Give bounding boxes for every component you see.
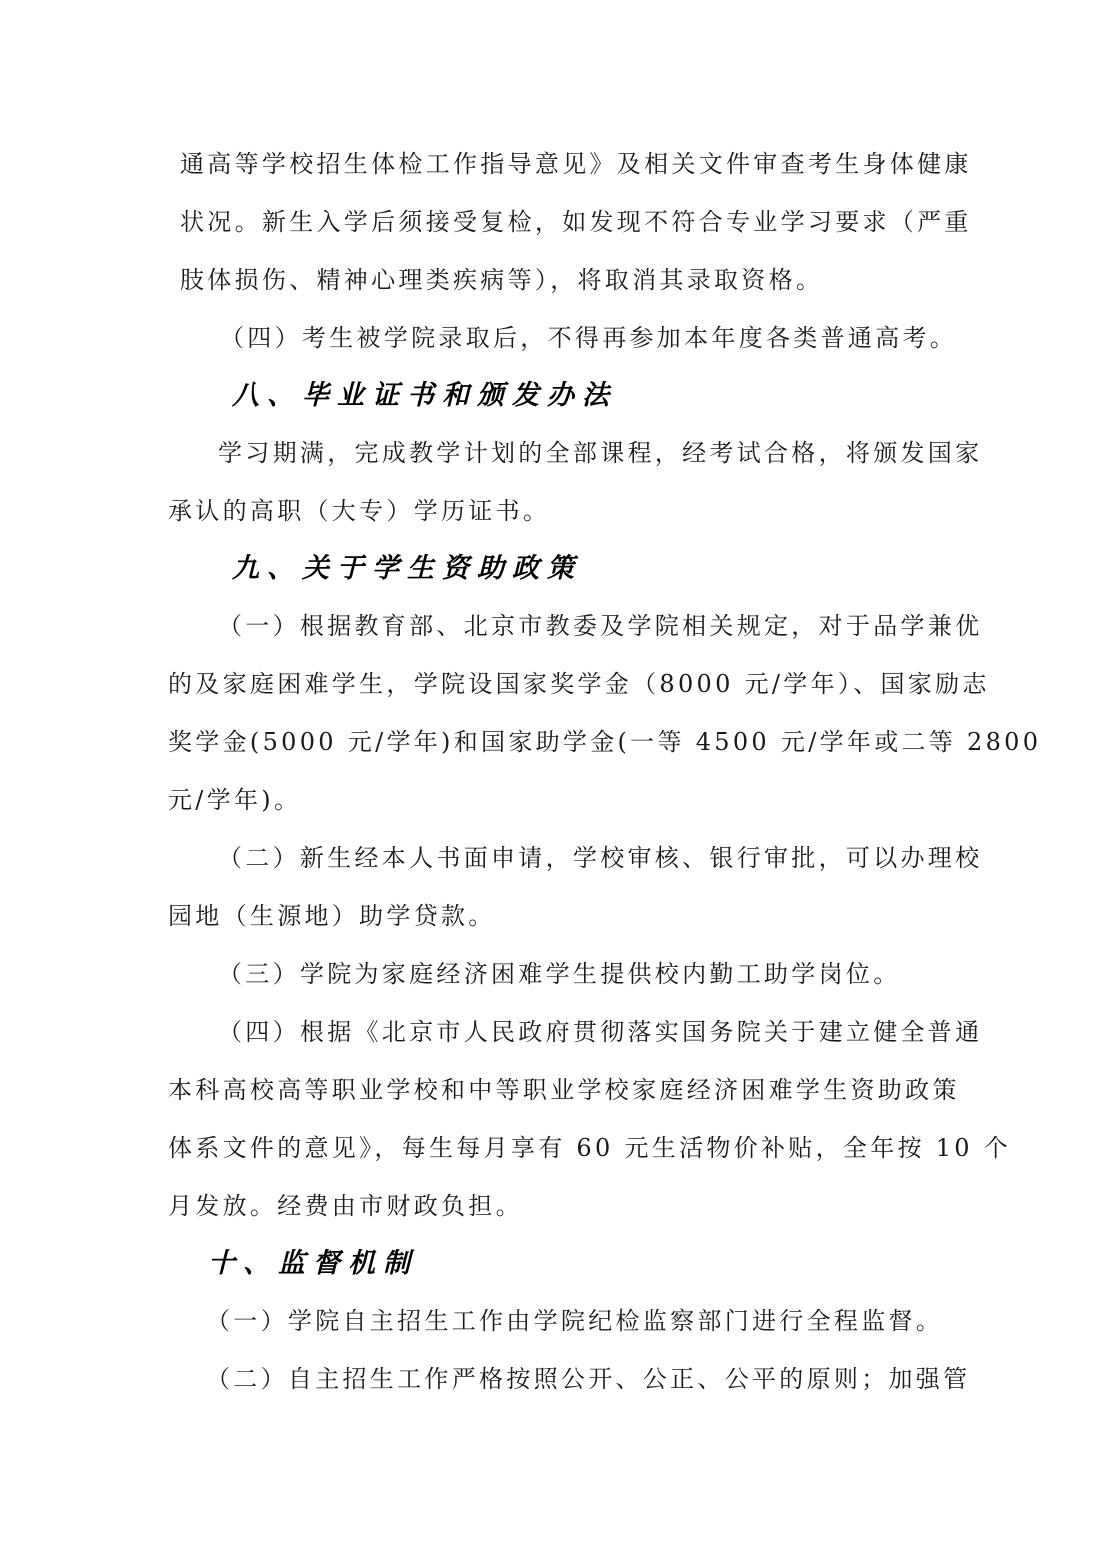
paragraph-line: （一）根据教育部、北京市教委及学院相关规定，对于品学兼优 xyxy=(218,612,983,640)
paragraph-line: 学习期满，完成教学计划的全部课程，经考试合格，将颁发国家 xyxy=(218,439,983,467)
paragraph-line: 月发放。经费由市财政负担。 xyxy=(168,1192,523,1220)
paragraph-line: 状况。新生入学后须接受复检，如发现不符合专业学习要求（严重 xyxy=(180,208,972,236)
paragraph-line: 体系文件的意见》，每生每月享有 60 元生活物价补贴，全年按 10 个 xyxy=(168,1134,1012,1162)
paragraph-line: 承认的高职（大专）学历证书。 xyxy=(168,497,551,525)
paragraph-line: （一）学院自主招生工作由学院纪检监察部门进行全程监督。 xyxy=(206,1307,944,1335)
paragraph-line: （三）学院为家庭经济困难学生提供校内勤工助学岗位。 xyxy=(218,960,901,988)
paragraph-line: （二）自主招生工作严格按照公开、公正、公平的原则；加强管 xyxy=(206,1365,971,1393)
paragraph-line: 的及家庭困难学生，学院设国家奖学金（8000 元/学年）、国家励志 xyxy=(168,670,990,698)
paragraph-line: 本科高校高等职业学校和中等职业学校家庭经济困难学生资助政策 xyxy=(168,1076,960,1104)
section-heading-9: 九、关于学生资助政策 xyxy=(232,553,582,584)
paragraph-line: 通高等学校招生体检工作指导意见》及相关文件审查考生身体健康 xyxy=(180,150,972,178)
section-heading-10: 十、监督机制 xyxy=(208,1248,418,1279)
paragraph-line: 园地（生源地）助学贷款。 xyxy=(168,902,496,930)
paragraph-line: （二）新生经本人书面申请，学校审核、银行审批，可以办理校 xyxy=(218,844,983,872)
paragraph-line: 奖学金(5000 元/学年)和国家助学金(一等 4500 元/学年或二等 2800 xyxy=(168,728,1042,756)
paragraph-line: 元/学年)。 xyxy=(168,786,302,814)
paragraph-line: （四）根据《北京市人民政府贯彻落实国务院关于建立健全普通 xyxy=(218,1018,983,1046)
paragraph-line: 肢体损伤、精神心理类疾病等），将取消其录取资格。 xyxy=(180,266,824,294)
paragraph-line: （四）考生被学院录取后，不得再参加本年度各类普通高考。 xyxy=(220,324,958,352)
section-heading-8: 八、毕业证书和颁发办法 xyxy=(232,380,617,411)
